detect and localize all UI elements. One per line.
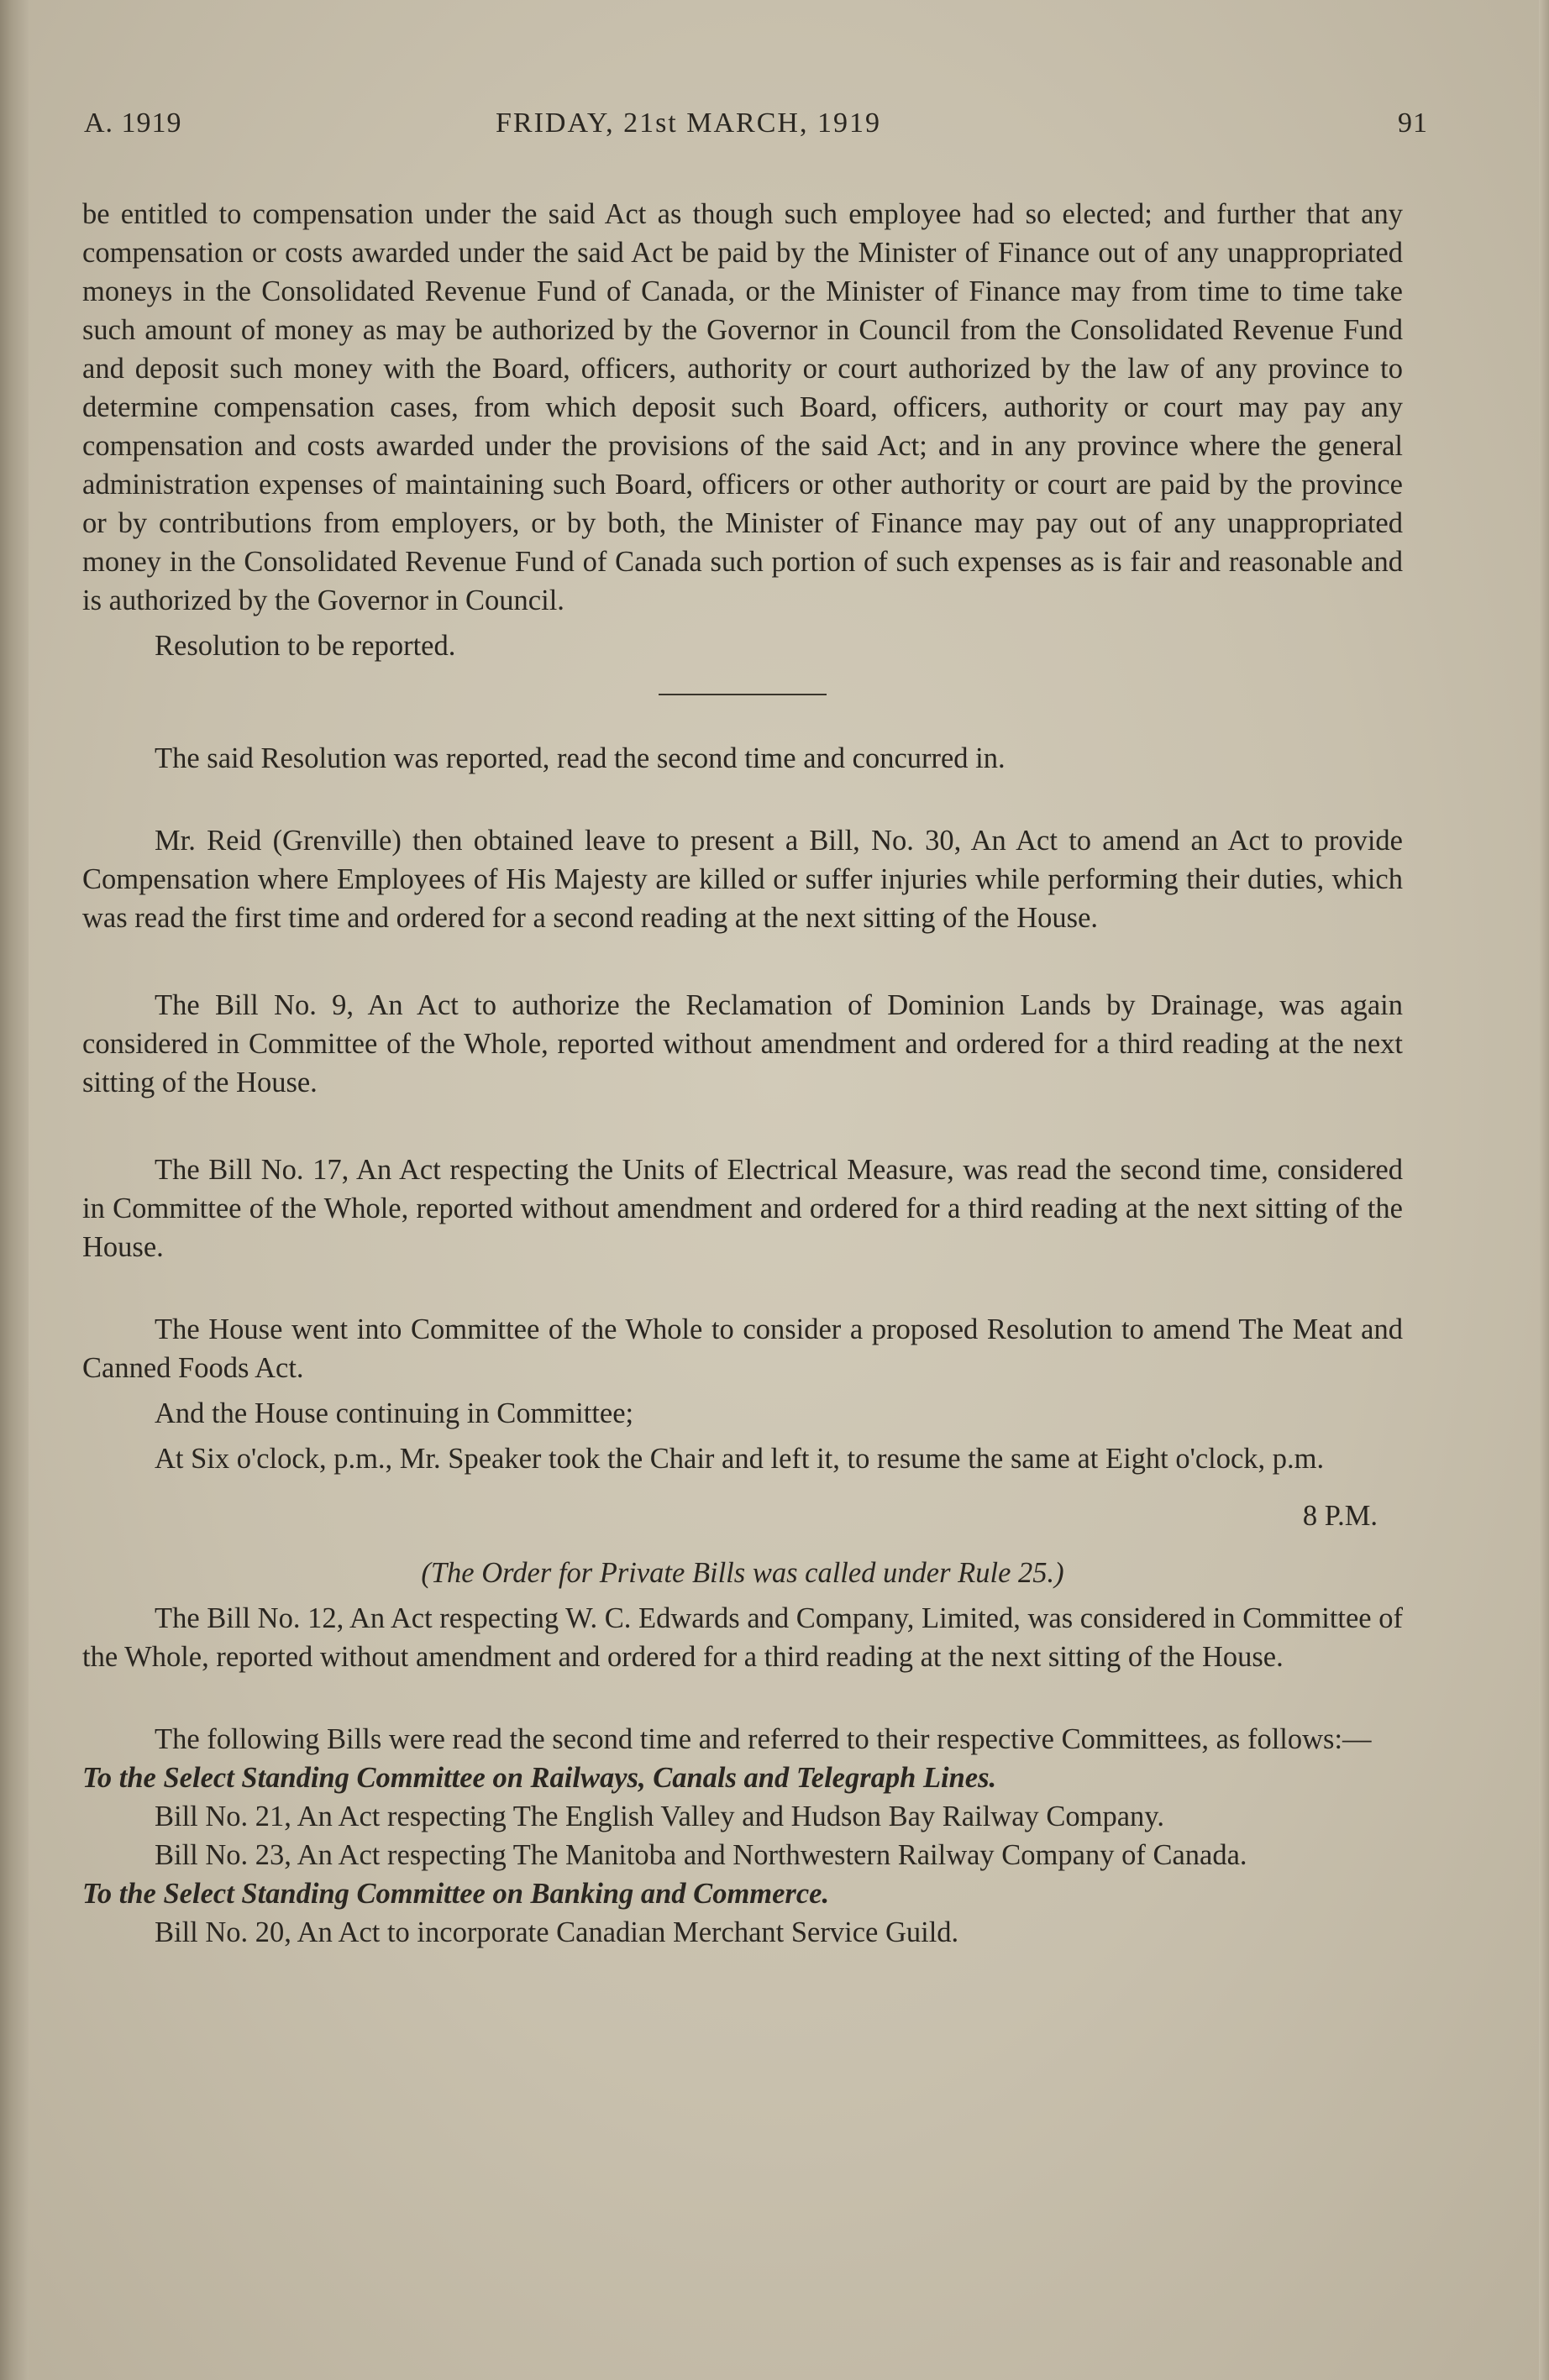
binding-edge bbox=[0, 0, 29, 2380]
session-year: A. 1919 bbox=[84, 107, 182, 139]
committee-banking-heading: To the Select Standing Committee on Banking and Commerce. bbox=[82, 1878, 830, 1910]
bill-9-paragraph: The Bill No. 9, An Act to authorize the Reclamation of Dominion Lands by Drainage, was again considered in Committee of the Whole, reported without amendment and ordered for a third reading at the next sitting of the House. bbox=[82, 989, 1403, 1098]
page-date: FRIDAY, 21st MARCH, 1919 bbox=[496, 107, 881, 139]
section-divider bbox=[659, 694, 827, 695]
bill-30-paragraph: Mr. Reid (Grenville) then obtained leave to present a Bill, No. 30, An Act to amend an Act to provide Compensation where Employees of His Majesty are killed or suffer injuries while performing their duties, which was read the first time and ordered for a second reading at the next sitting of the House. bbox=[82, 825, 1403, 934]
committee-meat-foods-paragraph: The House went into Committee of the Whole to consider a proposed Resolution to amend The Meat and Canned Foods Act. bbox=[82, 1313, 1403, 1384]
bills-referred-paragraph: The following Bills were read the second time and referred to their respective Committees, as follows:— bbox=[155, 1723, 1372, 1755]
bill-20-entry: Bill No. 20, An Act to incorporate Canadian Merchant Service Guild. bbox=[155, 1916, 959, 1948]
resolution-to-be-reported: Resolution to be reported. bbox=[155, 630, 456, 662]
bill-21-entry: Bill No. 21, An Act respecting The English Valley and Hudson Bay Railway Company. bbox=[155, 1801, 1164, 1832]
private-bills-order-note: (The Order for Private Bills was called under Rule 25.) bbox=[421, 1557, 1064, 1589]
resolution-concurred-paragraph: The said Resolution was reported, read the second time and concurred in. bbox=[155, 742, 1006, 774]
bill-17-paragraph: The Bill No. 17, An Act respecting the Units of Electrical Measure, was read the second time, considered in Committee of the Whole, reported without amendment and ordered for a third reading at the next sitting of the House. bbox=[82, 1154, 1403, 1263]
evening-time-mark: 8 P.M. bbox=[1302, 1500, 1378, 1532]
bill-23-entry: Bill No. 23, An Act respecting The Manitoba and Northwestern Railway Company of Canada. bbox=[155, 1839, 1247, 1871]
house-continuing-paragraph: And the House continuing in Committee; bbox=[155, 1397, 634, 1429]
bill-12-paragraph: The Bill No. 12, An Act respecting W. C. Edwards and Company, Limited, was considered in Committee of the Whole, reported without amendment and ordered for a third reading at the next sitting of the House. bbox=[82, 1602, 1403, 1673]
committee-railways-heading: To the Select Standing Committee on Railways, Canals and Telegraph Lines. bbox=[82, 1762, 997, 1794]
page-right-edge bbox=[1539, 0, 1549, 2380]
running-head bbox=[84, 107, 1428, 149]
page-body bbox=[82, 195, 1403, 1952]
page-number: 91 bbox=[1398, 107, 1428, 139]
resolution-continuation-paragraph: be entitled to compensation under the said Act as though such employee had so elected; and further that any compensation or costs awarded under the said Act be paid by the Minister of Finance out of any unappropriated moneys in the Consolidated Revenue Fund of Canada, or the Minister of Finance may from time to time take such amount of money as may be authorized by the Governor in Council from the Consolidated Revenue Fund and deposit such money with the Board, officers, authority or court authorized by the law of any province to determine compensation cases, from which deposit such Board, officers, authority or court may pay any compensation and costs awarded under the provisions of the said Act; and in any province where the general administration expenses of maintaining such Board, officers or other authority or court are paid by the province or by contributions from employers, or by both, the Minister of Finance may pay out of any unappropriated money in the Consolidated Revenue Fund of Canada such portion of such expenses as is fair and reasonable and is authorized by the Governor in Council. bbox=[82, 198, 1403, 616]
six-oclock-paragraph: At Six o'clock, p.m., Mr. Speaker took the Chair and left it, to resume the same at Eight o'clock, p.m. bbox=[155, 1443, 1325, 1475]
